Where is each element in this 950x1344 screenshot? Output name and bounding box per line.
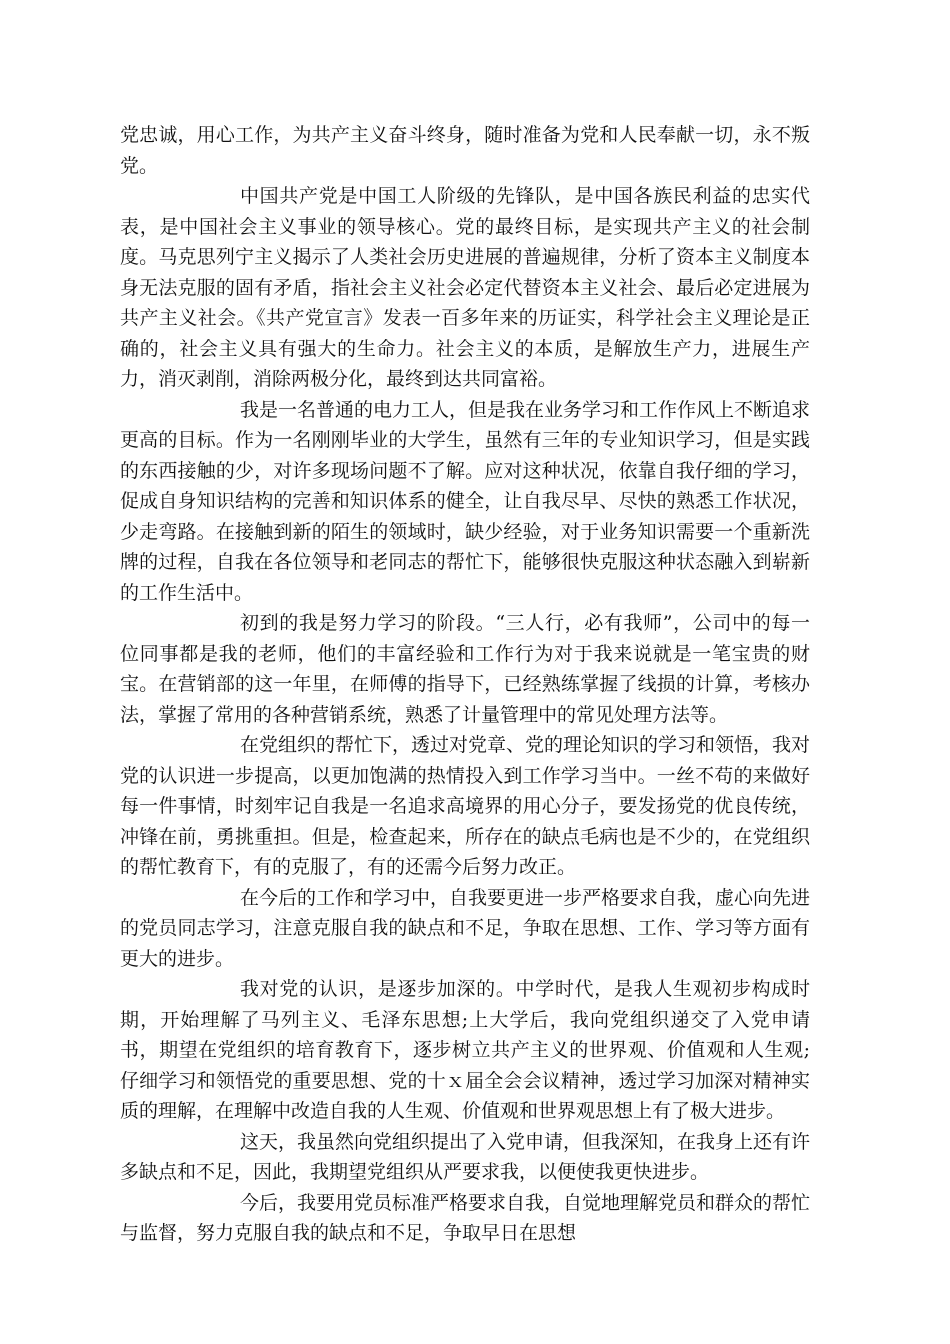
paragraph-continuation: 党忠诚，用心工作，为共产主义奋斗终身，随时准备为党和人民奉献一切，永不叛党。	[120, 124, 810, 177]
paragraph: 这天，我虽然向党组织提出了入党申请，但我深知，在我身上还有许多缺点和不足，因此，我期望党组织从严要求我，以便使我更快进步。	[120, 1130, 811, 1183]
paragraph: 今后，我要用党员标准严格要求自我，自觉地理解党员和群众的帮忙与监督，努力克服自我的缺点和不足，争取早日在思想	[120, 1191, 811, 1244]
paragraph: 在党组织的帮忙下，透过对党章、党的理论知识的学习和领悟，我对党的认识进一步提高，以更加饱满的热情投入到工作学习当中。一丝不苟的来做好每一件事情，时刻牢记自我是一名追求高境界的用心分子，要发扬党的优良传统，冲锋在前，勇挑重担。但是，检查起来，所存在的缺点毛病也是不少的，在党组织的帮忙教育下，有的克服了，有的还需今后努力改正。	[120, 734, 811, 878]
paragraph: 在今后的工作和学习中，自我要更进一步严格要求自我，虚心向先进的党员同志学习，注意克服自我的缺点和不足，争取在思想、工作、学习等方面有更大的进步。	[120, 886, 811, 970]
paragraph: 中国共产党是中国工人阶级的先锋队，是中国各族民利益的忠实代表，是中国社会主义事业的领导核心。党的最终目标，是实现共产主义的社会制度。马克思列宁主义揭示了人类社会历史进展的普遍规律，分析了资本主义制度本身无法克服的固有矛盾，指社会主义社会必定代替资本主义社会、最后必定进展为共产主义社会。《共产党宣言》发表一百多年来的历证实，科学社会主义理论是正确的，社会主义具有强大的生命力。社会主义的本质，是解放生产力，进展生产力，消灭剥削，消除两极分化，最终到达共同富裕。	[120, 185, 810, 390]
paragraph: 我是一名普通的电力工人，但是我在业务学习和工作作风上不断追求更高的目标。作为一名刚刚毕业的大学生，虽然有三年的专业知识学习，但是实践的东西接触的少，对许多现场问题不了解。应对这种状况，依靠自我仔细的学习，促成自身知识结构的完善和知识体系的健全，让自我尽早、尽快的熟悉工作状况，少走弯路。在接触到新的陌生的领域时，缺少经验，对于业务知识需要一个重新洗牌的过程，自我在各位领导和老同志的帮忙下，能够很快克服这种状态融入到崭新的工作生活中。	[120, 398, 811, 604]
paragraph: 我对党的认识，是逐步加深的。中学时代，是我人生观初步构成时期，开始理解了马列主义、毛泽东思想;上大学后，我向党组织递交了入党申请书，期望在党组织的培育教育下，逐步树立共产主义的世界观、价值观和人生观;仔细学习和领悟党的重要思想、党的十ｘ届全会会议精神，透过学习加深对精神实质的理解，在理解中改造自我的人生观、价值观和世界观思想上有了极大进步。	[120, 978, 810, 1122]
paragraph: 初到的我是努力学习的阶段。“三人行，必有我师”，公司中的每一位同事都是我的老师，他们的丰富经验和工作行为对于我来说就是一笔宝贵的财宝。在营销部的这一年里，在师傅的指导下，已经熟练掌握了线损的计算，考核办法，掌握了常用的各种营销系统，熟悉了计量管理中的常见处理方法等。	[120, 612, 810, 726]
document-body	[120, 120, 810, 1249]
